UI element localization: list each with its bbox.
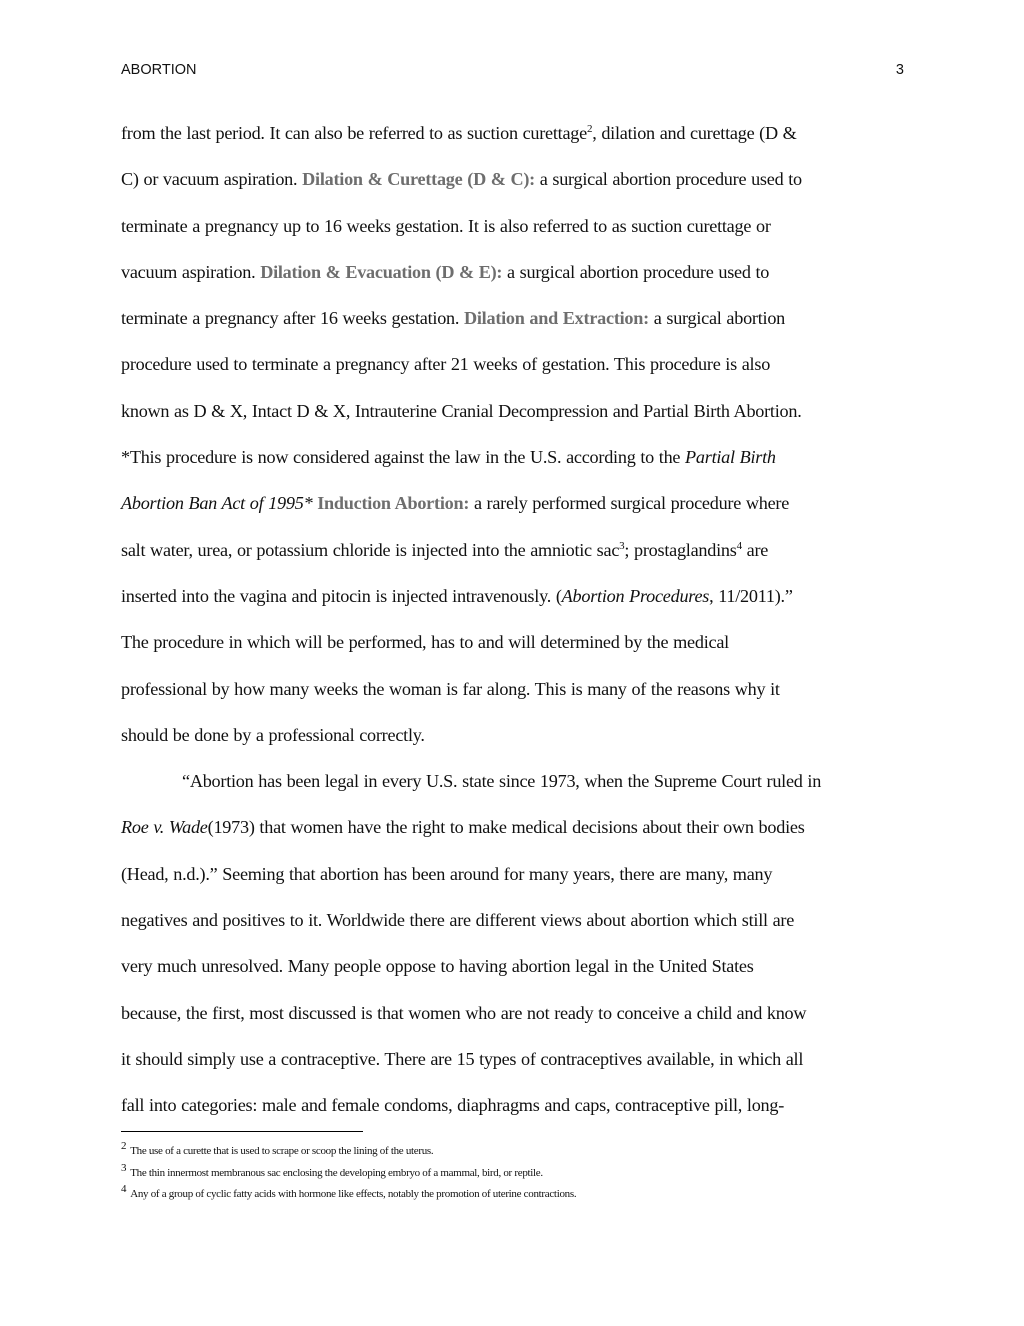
text-line: terminate a pregnancy up to 16 weeks gestation. It is also referred to as suction curettage or <box>121 215 771 236</box>
term-heading: Dilation & Curettage (D & C): <box>302 169 535 190</box>
footnotes <box>121 1140 911 1208</box>
text-line: *This procedure is now considered against the law in the U.S. according to the Partial Birth <box>121 447 776 468</box>
text-line: “Abortion has been legal in every U.S. state since 1973, when the Supreme Court ruled in <box>182 771 822 792</box>
footnote-text: The thin innermost membranous sac enclosing the developing embryo of a mammal, bird, or reptile. <box>130 1166 543 1179</box>
term-heading: Dilation and Extraction: <box>463 308 649 329</box>
running-head-title: ABORTION <box>121 62 197 78</box>
page-number: 3 <box>895 62 904 78</box>
footnote-ref[interactable]: 2 <box>586 122 593 135</box>
footnote-ref[interactable]: 4 <box>736 539 742 552</box>
footnote <box>121 1183 911 1208</box>
text-line: known as D & X, Intact D & X, Intrauterine Cranial Decompression and Partial Birth Abortion. <box>121 400 802 421</box>
case-name: Roe v. Wade <box>121 817 208 838</box>
citation-title: Abortion Procedures <box>561 585 710 606</box>
text-line: Abortion Ban Act of 1995* Induction Abortion: a rarely performed surgical procedure where <box>121 493 790 514</box>
footnote-number: 2 <box>121 1140 127 1153</box>
act-title: Abortion Ban Act of 1995* <box>121 493 313 514</box>
text-line: Roe v. Wade(1973) that women have the right to make medical decisions about their own bodies <box>121 817 805 838</box>
footnote-text: The use of a curette that is used to scrape or scoop the lining of the uterus. <box>130 1145 434 1157</box>
text-line: it should simply use a contraceptive. There are 15 types of contraceptives available, in which all <box>121 1048 804 1069</box>
text-line: from the last period. It can also be referred to as suction curettage$^2$, dilation and curettage (D & <box>121 122 797 143</box>
act-title: Partial Birth <box>685 447 776 468</box>
text-line: The procedure in which will be performed, has to and will determined by the medical <box>121 632 729 653</box>
text-line: fall into categories: male and female condoms, diaphragms and caps, contraceptive pill, long- <box>121 1095 785 1116</box>
text-line: because, the first, most discussed is that women who are not ready to conceive a child and know <box>121 1002 807 1023</box>
text-line: (Head, n.d.).” Seeming that abortion has been around for many years, there are many, many <box>121 863 773 884</box>
text-line: very much unresolved. Many people oppose to having abortion legal in the United States <box>121 956 754 977</box>
footnote <box>121 1140 911 1165</box>
footnote-ref[interactable]: 3 <box>619 539 625 552</box>
text-line: vacuum aspiration. Dilation & Evacuation (D & E): a surgical abortion procedure used to <box>121 261 770 282</box>
footnote-separator <box>121 1131 363 1132</box>
text-line: salt water, urea, or potassium chloride is injected into the amniotic sac$^3$; prostaglandins$^4$ are <box>121 539 769 560</box>
text-line: should be done by a professional correctly. <box>121 724 425 745</box>
text-line: negatives and positives to it. Worldwide there are different views about abortion which still are <box>121 910 795 931</box>
text-line: inserted into the vagina and pitocin is injected intravenously. (Abortion Procedures, 11/2011).” <box>121 585 793 606</box>
footnote <box>121 1161 911 1187</box>
footnote-number: 4 <box>121 1183 127 1196</box>
term-heading: Induction Abortion: <box>317 493 470 514</box>
text-line: procedure used to terminate a pregnancy after 21 weeks of gestation. This procedure is also <box>121 354 771 375</box>
footnote-text: Any of a group of cyclic fatty acids with hormone like effects, notably the promotion of uterine contractions. <box>130 1188 577 1200</box>
text-line: professional by how many weeks the woman is far along. This is many of the reasons why it <box>121 678 780 699</box>
body-text <box>121 113 911 1132</box>
term-heading: Dilation & Evacuation (D & E): <box>260 261 503 282</box>
text-line: terminate a pregnancy after 16 weeks gestation. Dilation and Extraction: a surgical abortion <box>121 308 786 329</box>
running-head <box>121 62 904 82</box>
footnote-number: 3 <box>121 1161 127 1174</box>
text-line: C) or vacuum aspiration. Dilation & Curettage (D & C): a surgical abortion procedure used to <box>121 169 802 190</box>
